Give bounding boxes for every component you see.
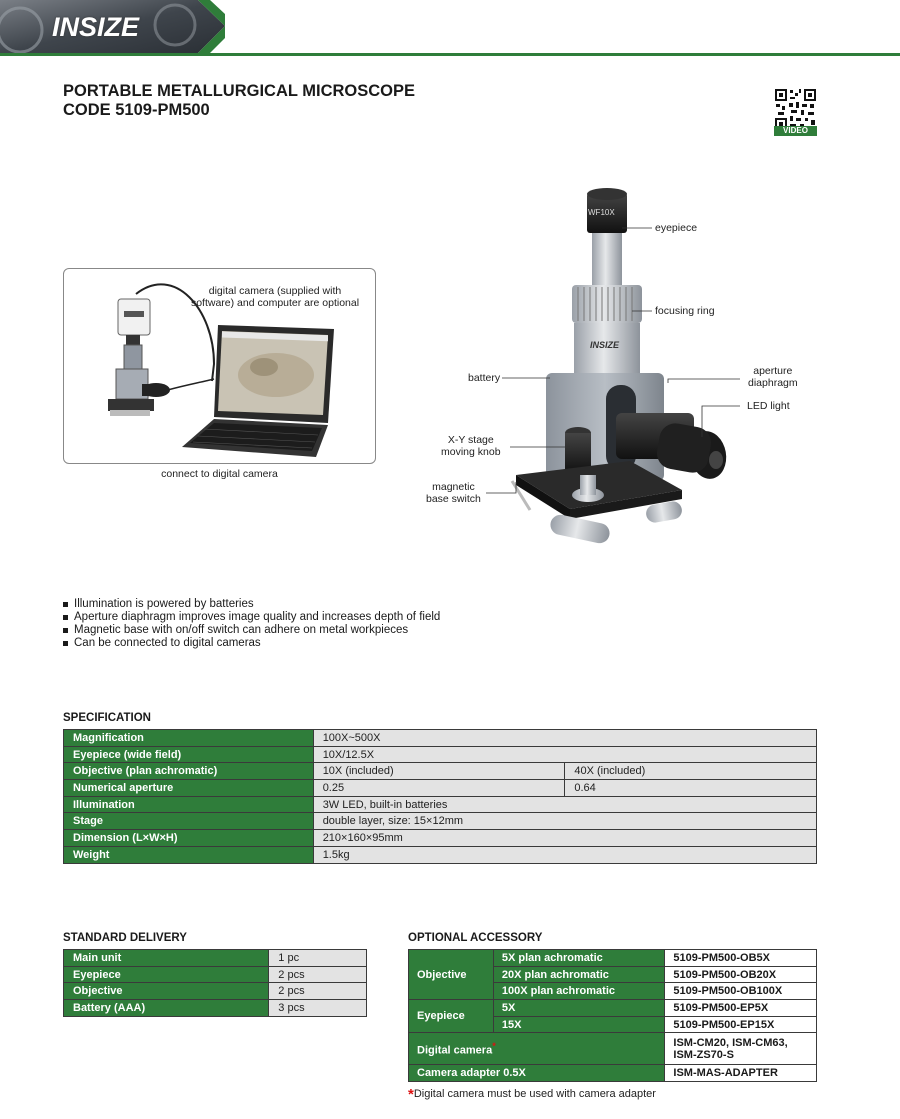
asterisk-marker: * bbox=[492, 1041, 496, 1052]
table-row bbox=[64, 730, 817, 747]
table-row bbox=[409, 1000, 817, 1017]
delivery-label: Objective bbox=[64, 983, 269, 1000]
brand-logo: INSIZE bbox=[52, 12, 140, 42]
table-row bbox=[409, 1033, 817, 1065]
callout-aperture-line2: diaphragm bbox=[748, 377, 798, 389]
table-row bbox=[64, 796, 817, 813]
callout-xy-stage bbox=[441, 434, 501, 458]
spec-value: 210×160×95mm bbox=[313, 830, 816, 847]
qr-video-label: VIDEO bbox=[774, 126, 817, 136]
table-row bbox=[64, 966, 367, 983]
spec-value: double layer, size: 15×12mm bbox=[313, 813, 816, 830]
feature-item: Aperture diaphragm improves image quality and increases depth of field bbox=[63, 611, 440, 624]
delivery-label: Eyepiece bbox=[64, 966, 269, 983]
table-row bbox=[64, 780, 817, 797]
spec-label: Weight bbox=[64, 846, 314, 863]
accessory-name: 20X plan achromatic bbox=[493, 966, 665, 983]
table-row bbox=[64, 746, 817, 763]
delivery-qty: 2 pcs bbox=[269, 983, 367, 1000]
callout-magnetic-line1: magnetic bbox=[432, 481, 475, 493]
table-row bbox=[64, 983, 367, 1000]
spec-value-2: 0.64 bbox=[565, 780, 817, 797]
delivery-label: Battery (AAA) bbox=[64, 1000, 269, 1017]
delivery-qty: 1 pc bbox=[269, 950, 367, 967]
spec-label: Illumination bbox=[64, 796, 314, 813]
spec-label: Objective (plan achromatic) bbox=[64, 763, 314, 780]
page-header bbox=[0, 0, 900, 56]
delivery-qty: 3 pcs bbox=[269, 1000, 367, 1017]
spec-label: Dimension (L×W×H) bbox=[64, 830, 314, 847]
callout-eyepiece: eyepiece bbox=[655, 222, 698, 234]
accessory-code: 5109-PM500-OB5X bbox=[665, 950, 817, 967]
callout-magnetic-line2: base switch bbox=[426, 493, 481, 505]
spec-value: 0.25 bbox=[313, 780, 565, 797]
table-row bbox=[409, 1065, 817, 1082]
table-row bbox=[64, 950, 367, 967]
spec-value: 1.5kg bbox=[313, 846, 816, 863]
asterisk-marker: * bbox=[408, 1086, 414, 1103]
header-divider bbox=[0, 53, 900, 56]
camera-codes-line1: ISM-CM20, ISM-CM63, bbox=[673, 1036, 788, 1049]
accessory-footnote bbox=[408, 1086, 656, 1103]
callout-aperture-diaphragm bbox=[748, 365, 798, 389]
table-row bbox=[64, 763, 817, 780]
table-row bbox=[64, 813, 817, 830]
product-name: PORTABLE METALLURGICAL MICROSCOPE bbox=[63, 82, 415, 100]
callout-battery: battery bbox=[468, 372, 501, 384]
accessory-code: 5109-PM500-OB100X bbox=[665, 983, 817, 1000]
specification-title: SPECIFICATION bbox=[63, 712, 151, 724]
feature-item: Can be connected to digital cameras bbox=[63, 637, 440, 650]
spec-value: 3W LED, built-in batteries bbox=[313, 796, 816, 813]
accessory-code bbox=[665, 1033, 817, 1065]
feature-list bbox=[63, 598, 440, 650]
delivery-qty: 2 pcs bbox=[269, 966, 367, 983]
callout-led-light: LED light bbox=[747, 400, 790, 412]
standard-delivery-table bbox=[63, 949, 367, 1017]
accessory-code: ISM-MAS-ADAPTER bbox=[665, 1065, 817, 1082]
callout-focusing-ring: focusing ring bbox=[655, 305, 715, 317]
callout-xy-line1: X-Y stage bbox=[447, 434, 494, 446]
spec-value: 10X/12.5X bbox=[313, 746, 816, 763]
body-logo: INSIZE bbox=[590, 340, 620, 350]
product-title bbox=[63, 82, 415, 120]
feature-item: Illumination is powered by batteries bbox=[63, 598, 440, 611]
delivery-label: Main unit bbox=[64, 950, 269, 967]
digital-camera-label: Digital camera bbox=[417, 1044, 493, 1057]
setup-caption: digital camera (supplied with software) and computer are optional bbox=[190, 285, 360, 309]
spec-label: Eyepiece (wide field) bbox=[64, 746, 314, 763]
footnote-text: Digital camera must be used with camera adapter bbox=[413, 1088, 656, 1100]
spec-value: 100X~500X bbox=[313, 730, 816, 747]
accessory-group-eyepiece: Eyepiece bbox=[409, 1000, 494, 1033]
spec-label: Magnification bbox=[64, 730, 314, 747]
optional-accessory-title: OPTIONAL ACCESSORY bbox=[408, 932, 543, 944]
digital-camera-setup-image bbox=[63, 268, 376, 464]
table-row bbox=[64, 830, 817, 847]
spec-value: 10X (included) bbox=[313, 763, 565, 780]
eyepiece-marking: WF10X bbox=[588, 208, 615, 217]
spec-label: Numerical aperture bbox=[64, 780, 314, 797]
accessory-name: 15X bbox=[493, 1016, 665, 1033]
camera-codes-line2: ISM-ZS70-S bbox=[673, 1048, 734, 1061]
accessory-group-digital-camera bbox=[409, 1033, 665, 1065]
accessory-name: 5X bbox=[493, 1000, 665, 1017]
callout-aperture-line1: aperture bbox=[753, 365, 793, 377]
spec-label: Stage bbox=[64, 813, 314, 830]
callout-magnetic-base bbox=[426, 481, 481, 505]
feature-item: Magnetic base with on/off switch can adhere on metal workpieces bbox=[63, 624, 440, 637]
table-row bbox=[409, 950, 817, 967]
product-code: CODE 5109-PM500 bbox=[63, 101, 210, 119]
accessory-group-camera-adapter: Camera adapter 0.5X bbox=[409, 1065, 665, 1082]
optional-accessory-table bbox=[408, 949, 817, 1082]
accessory-name: 100X plan achromatic bbox=[493, 983, 665, 1000]
accessory-code: 5109-PM500-EP15X bbox=[665, 1016, 817, 1033]
accessory-code: 5109-PM500-OB20X bbox=[665, 966, 817, 983]
spec-value-2: 40X (included) bbox=[565, 763, 817, 780]
connect-caption: connect to digital camera bbox=[161, 468, 278, 480]
callout-xy-line2: moving knob bbox=[441, 446, 501, 458]
specification-table bbox=[63, 729, 817, 864]
accessory-group-objective: Objective bbox=[409, 950, 494, 1000]
table-row bbox=[64, 846, 817, 863]
standard-delivery-title: STANDARD DELIVERY bbox=[63, 932, 187, 944]
table-row bbox=[64, 1000, 367, 1017]
accessory-code: 5109-PM500-EP5X bbox=[665, 1000, 817, 1017]
accessory-name: 5X plan achromatic bbox=[493, 950, 665, 967]
